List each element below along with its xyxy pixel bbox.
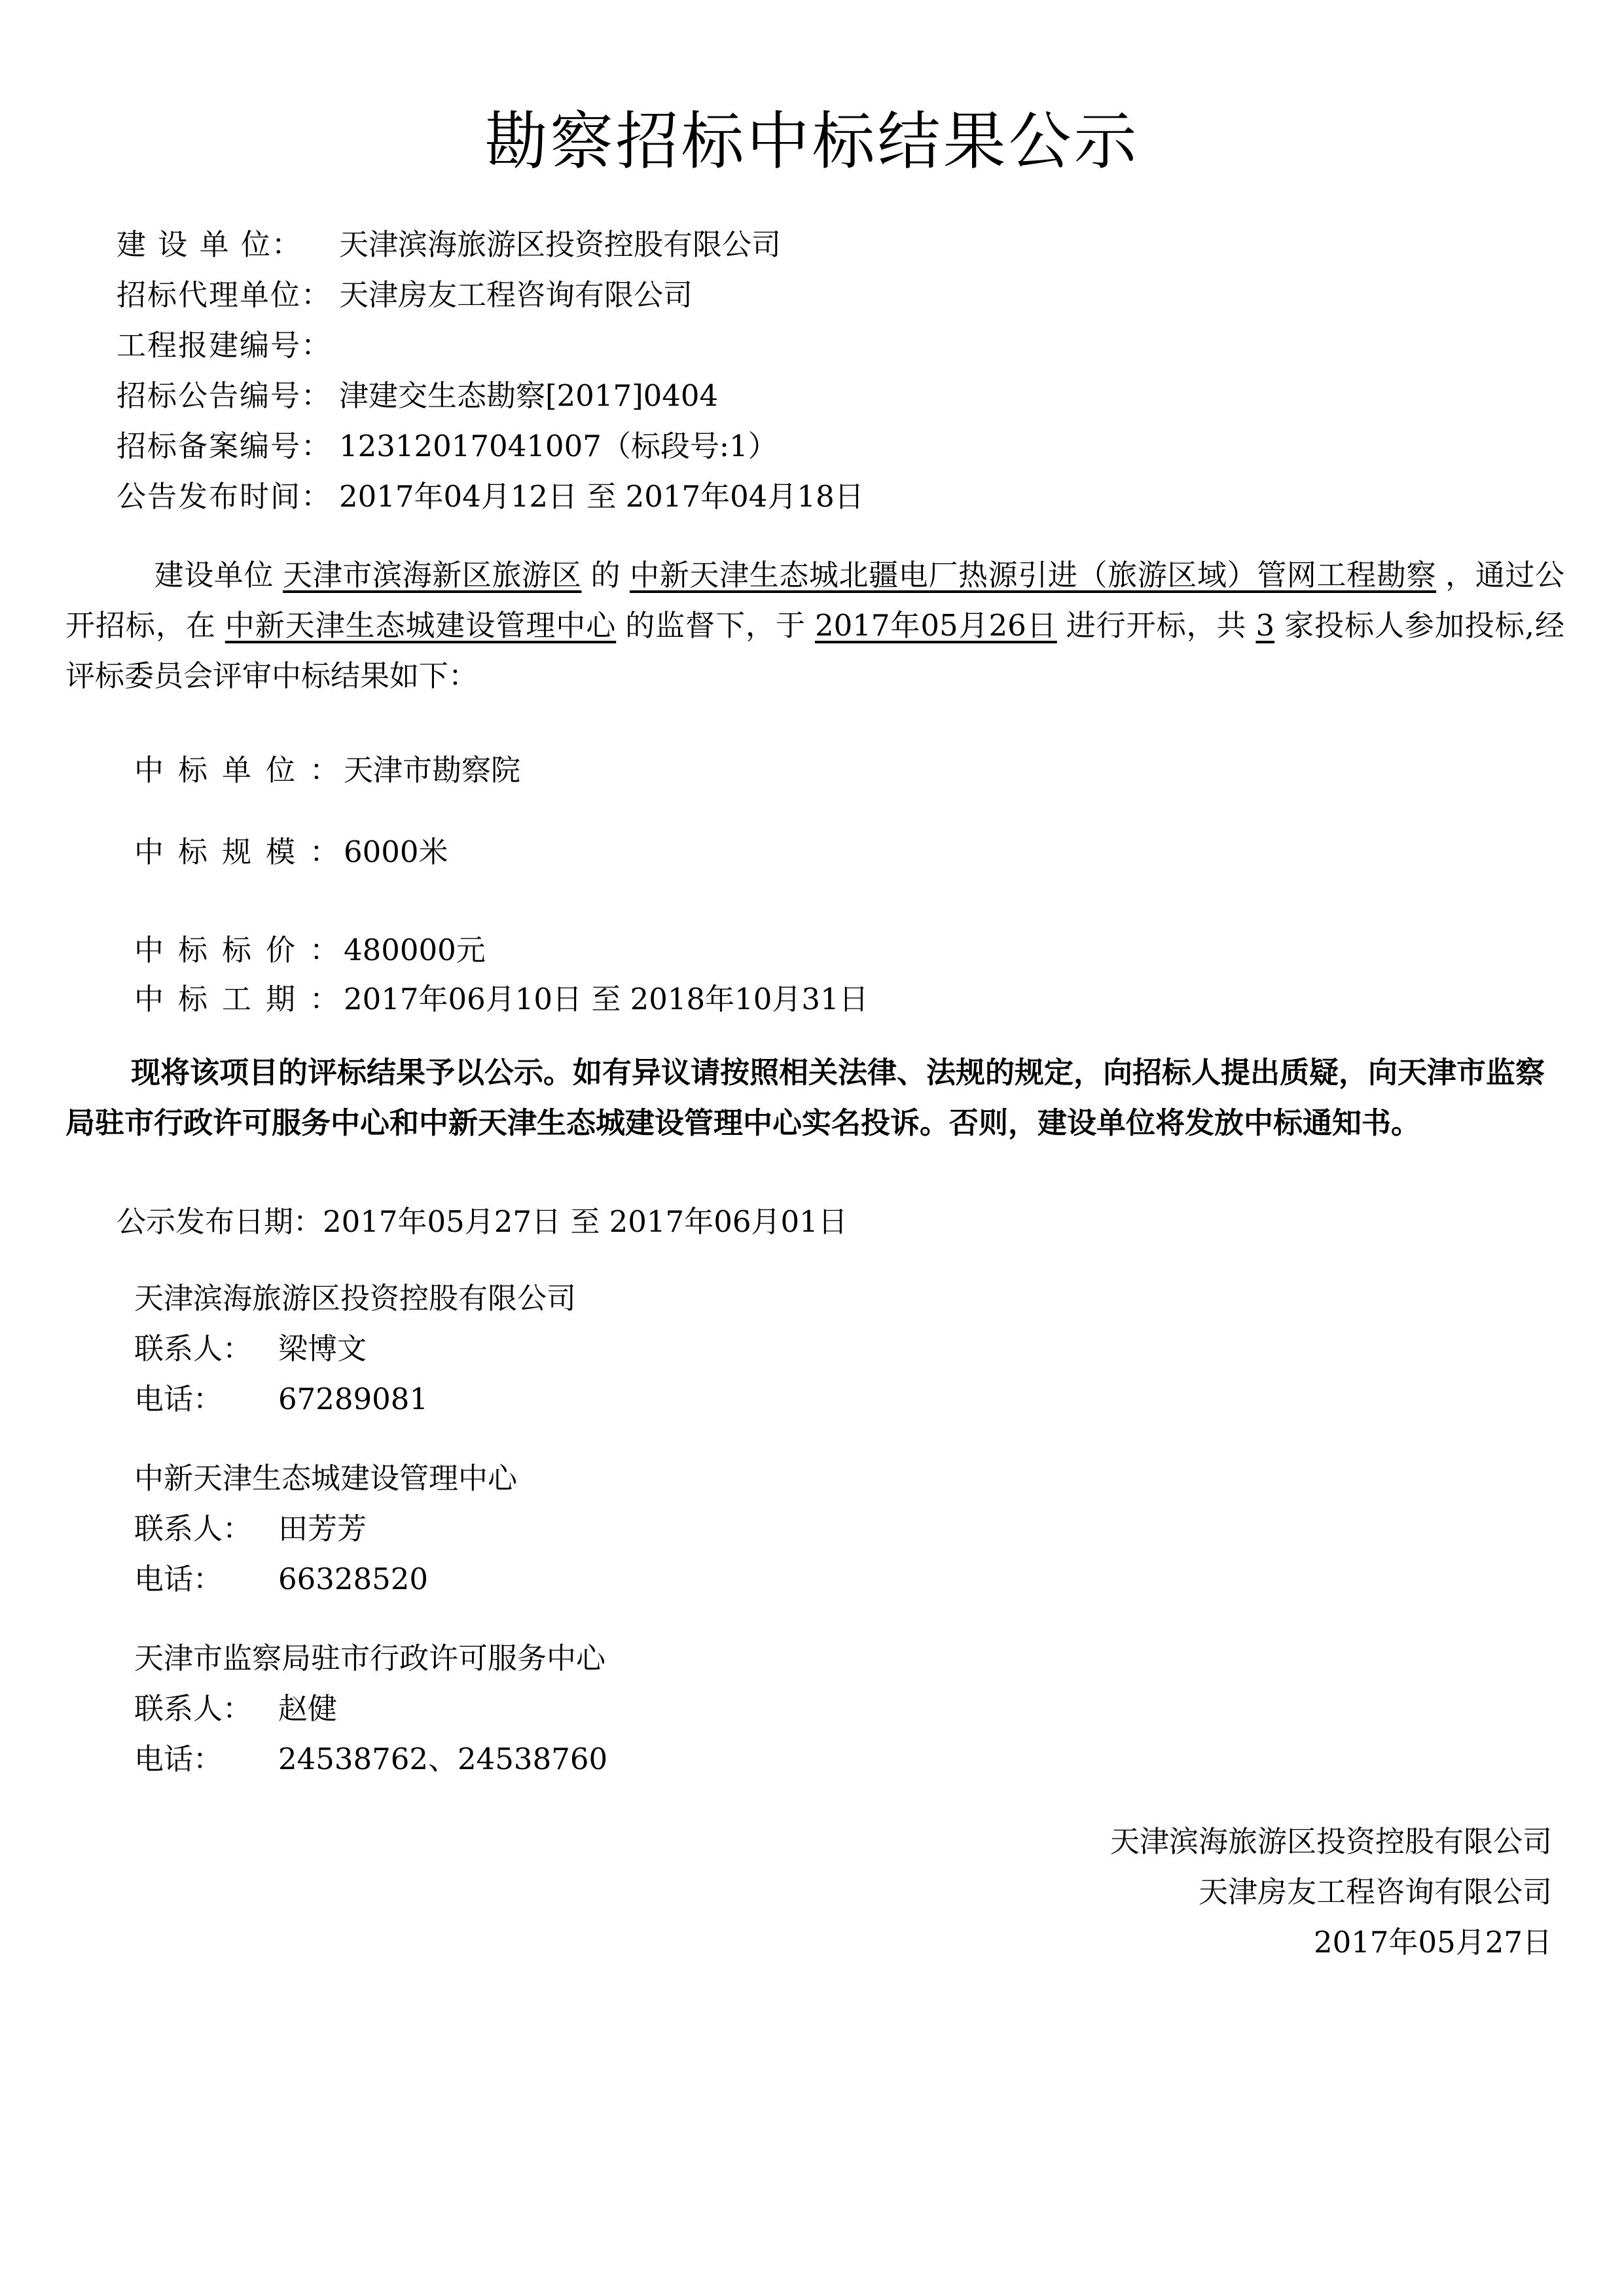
award-scale-row [134,828,448,870]
contact-org: 天津市监察局驻市行政许可服务中心 [134,1641,606,1676]
publish-date-label: 公示发布日期： [117,1204,323,1239]
contact-phone-row [134,1554,517,1604]
award-scale-label: 中标规模： [134,834,354,869]
contact-person-label: 联系人： [134,1331,253,1366]
publish-date-value: 2017年05月27日 至 2017年06月01日 [323,1204,848,1239]
contact-phone: 66328520 [278,1562,429,1596]
award-period-row [134,975,869,1018]
contact-org: 天津滨海旅游区投资控股有限公司 [134,1281,577,1316]
announce-time-row [117,471,864,522]
owner-row [117,219,864,270]
announce-time-label: 公告发布时间： [117,479,333,514]
para-text-3: ，通过公开招标，在 [65,558,1564,643]
award-price-value: 480000元 [344,933,486,967]
award-price-label: 中标标价： [134,933,354,967]
record-no-value: 12312017041007（标段号:1） [339,429,778,463]
contact-phone: 67289081 [278,1382,429,1416]
project-name: 中新天津生态城北疆电厂热源引进（旅游区域）管网工程勘察 [630,558,1437,592]
para-text-6: 家投标人参加投标,经评标委员会评审中标结果如下： [65,608,1564,693]
builder-name: 天津市滨海新区旅游区 [283,558,582,592]
contact-phone-label: 电话： [134,1742,223,1776]
contact-block-supervisor [134,1453,517,1604]
para-text-5: 进行开标，共 [1066,608,1247,643]
award-period-label: 中标工期： [134,982,354,1016]
record-no-label: 招标备案编号： [117,429,333,463]
contact-phone-row [134,1374,576,1424]
contact-block-inspection [134,1633,607,1784]
owner-label: 建 设 单 位： [117,227,302,262]
contact-person: 田芳芳 [278,1511,367,1546]
open-date: 2017年05月26日 [814,608,1057,643]
notice-text: 现将该项目的评标结果予以公示。如有异议请按照相关法律、法规的规定，向招标人提出质疑，向天津市监察局驻市行政许可服务中心和中新天津生态城建设管理中心实名投诉。否则，建设单位将发放中标通知书。 [65,1055,1545,1140]
publish-date-row [117,1198,848,1240]
award-unit-value: 天津市勘察院 [344,753,521,787]
signoff-date: 2017年05月27日 [1313,1925,1552,1960]
contact-person: 赵健 [278,1691,338,1726]
contact-block-owner [134,1273,576,1424]
objection-notice [65,1047,1545,1148]
notice-no-label: 招标公告编号： [117,378,333,413]
contact-phone: 24538762、24538760 [278,1742,608,1776]
owner-value: 天津滨海旅游区投资控股有限公司 [339,227,782,262]
para-text-4: 的监督下，于 [625,608,806,643]
signoff-org-2: 天津房友工程咨询有限公司 [1198,1874,1552,1909]
contact-phone-label: 电话： [134,1382,223,1416]
record-no-row [117,421,864,471]
notice-no-value: 津建交生态勘察[2017]0404 [339,378,719,413]
page-title: 勘察招标中标结果公示 [484,105,1140,178]
contact-phone-row [134,1734,607,1784]
notice-no-row [117,370,864,421]
project-no-label: 工程报建编号： [117,328,333,363]
contact-phone-label: 电话： [134,1562,223,1596]
award-unit-row [134,746,520,789]
contact-org: 中新天津生态城建设管理中心 [134,1461,518,1496]
award-price-row [134,926,486,969]
announce-time-value: 2017年04月12日 至 2017年04月18日 [339,479,864,514]
contact-person-label: 联系人： [134,1511,253,1546]
agent-row [117,270,864,320]
bidder-count: 3 [1255,608,1275,643]
project-no-row [117,320,864,370]
para-text-2: 的 [590,558,621,592]
contact-person-row [134,1683,607,1734]
contact-person-label: 联系人： [134,1691,253,1726]
contact-person-row [134,1503,517,1554]
agent-value: 天津房友工程咨询有限公司 [339,278,693,312]
award-unit-label: 中标单位： [134,753,354,787]
award-period-value: 2017年06月10日 至 2018年10月31日 [344,982,869,1016]
contact-person: 梁博文 [278,1331,367,1366]
agent-label: 招标代理单位： [117,278,333,312]
tender-info [117,219,864,522]
result-paragraph [65,550,1564,701]
signoff-org-1: 天津滨海旅游区投资控股有限公司 [1110,1824,1552,1859]
para-text-1: 建设单位 [154,558,274,592]
supervisor-name: 中新天津生态城建设管理中心 [225,608,617,643]
contact-person-row [134,1323,576,1374]
signoff [1110,1816,1552,1967]
award-scale-value: 6000米 [344,834,448,869]
